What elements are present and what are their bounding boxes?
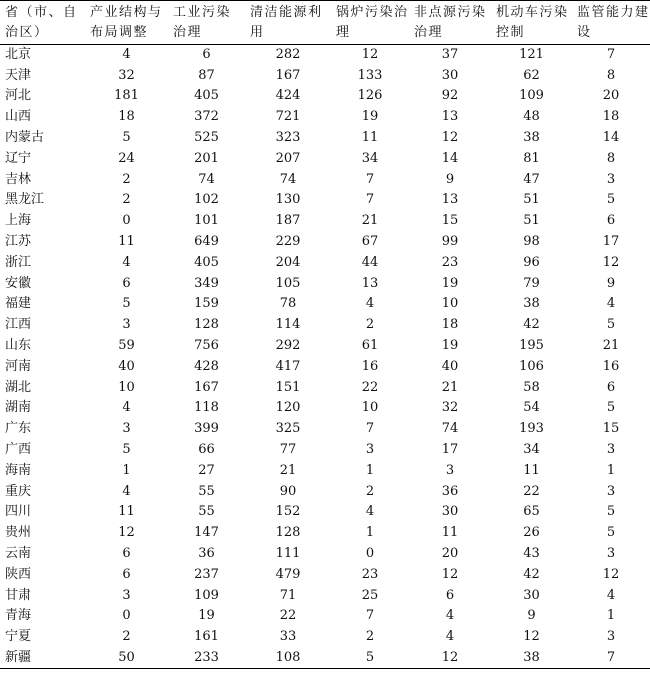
- value-cell: 16: [361, 358, 379, 374]
- value-cell: 14: [441, 150, 459, 166]
- value-cell: 5: [331, 648, 409, 669]
- value-cell: 74: [198, 171, 215, 187]
- value-cell: 121: [519, 47, 544, 63]
- table-row: [0, 232, 650, 253]
- value-cell: 12: [523, 629, 540, 645]
- province-cell: 河南: [5, 358, 32, 374]
- value-cell: 62: [523, 67, 540, 83]
- value-cell: 9: [445, 171, 455, 187]
- value-cell: 4: [606, 587, 616, 603]
- value-cell: 109: [194, 587, 219, 603]
- value-cell: 237: [194, 566, 219, 582]
- value-cell: 21: [441, 379, 459, 395]
- value-cell: 7: [365, 171, 375, 187]
- value-cell: 6: [202, 47, 211, 63]
- table-row: [0, 273, 650, 294]
- table-row: [0, 440, 650, 461]
- value-cell: 133: [357, 67, 383, 83]
- value-cell: 106: [519, 358, 544, 374]
- value-cell: 151: [275, 379, 301, 395]
- table-row: [0, 107, 650, 128]
- value-cell: 77: [279, 442, 297, 458]
- value-cell: 3: [445, 462, 455, 478]
- table-row: [0, 398, 650, 419]
- column-header: 工业污染治理: [168, 1, 245, 45]
- value-cell: 74: [279, 171, 297, 187]
- value-cell: 10: [441, 296, 459, 312]
- province-cell: 甘肃: [5, 587, 32, 603]
- province-cell: 新疆: [0, 648, 85, 669]
- value-cell: 5: [122, 296, 131, 312]
- province-cell: 宁夏: [5, 629, 32, 645]
- value-cell: 15: [602, 421, 620, 437]
- value-cell: 92: [441, 88, 459, 104]
- province-cell: 山西: [5, 109, 32, 125]
- value-cell: 8: [606, 150, 616, 166]
- table-row: [0, 252, 650, 273]
- value-cell: 11: [523, 462, 540, 478]
- value-cell: 13: [361, 275, 379, 291]
- value-cell: 6: [122, 566, 131, 582]
- province-cell: 广西: [5, 442, 32, 458]
- value-cell: 37: [441, 47, 459, 63]
- table-header-row: [0, 1, 650, 45]
- value-cell: 128: [194, 317, 219, 333]
- province-cell: 黑龙江: [5, 192, 45, 208]
- value-cell: 7: [365, 192, 375, 208]
- table-row: [0, 148, 650, 169]
- table-row: [0, 606, 650, 627]
- province-cell: 浙江: [5, 254, 32, 270]
- value-cell: 1: [606, 462, 616, 478]
- province-cell: 重庆: [5, 483, 32, 499]
- value-cell: 12: [118, 525, 135, 541]
- province-cell: 江西: [5, 317, 32, 333]
- value-cell: 36: [441, 483, 459, 499]
- table-row: [0, 65, 650, 86]
- value-cell: 6: [122, 275, 131, 291]
- value-cell: 20: [602, 88, 620, 104]
- province-cell: 海南: [5, 462, 32, 478]
- value-cell: 1: [365, 462, 375, 478]
- value-cell: 4: [365, 296, 375, 312]
- value-cell: 130: [275, 192, 301, 208]
- value-cell: 79: [523, 275, 540, 291]
- value-cell: 0: [365, 546, 375, 562]
- column-header: 清洁能源利用: [245, 1, 331, 45]
- value-cell: 152: [275, 504, 301, 520]
- value-cell: 721: [275, 109, 301, 125]
- value-cell: 11: [361, 130, 379, 146]
- value-cell: 11: [118, 504, 135, 520]
- value-cell: 325: [275, 421, 301, 437]
- value-cell: 78: [279, 296, 297, 312]
- value-cell: 12: [361, 47, 379, 63]
- value-cell: 5: [606, 192, 616, 208]
- value-cell: 181: [114, 88, 139, 104]
- value-cell: 204: [275, 254, 301, 270]
- value-cell: 0: [122, 213, 131, 229]
- table-body: [0, 45, 650, 669]
- value-cell: 81: [523, 150, 540, 166]
- value-cell: 4: [122, 400, 131, 416]
- value-cell: 27: [198, 462, 215, 478]
- value-cell: 3: [606, 629, 616, 645]
- value-cell: 12: [409, 648, 491, 669]
- value-cell: 3: [365, 442, 375, 458]
- value-cell: 405: [194, 88, 219, 104]
- value-cell: 66: [198, 442, 215, 458]
- value-cell: 21: [361, 213, 379, 229]
- table-row: [0, 294, 650, 315]
- value-cell: 12: [602, 566, 620, 582]
- value-cell: 201: [194, 150, 219, 166]
- value-cell: 34: [523, 442, 540, 458]
- column-header: 产业结构与布局调整: [85, 1, 168, 45]
- value-cell: 3: [122, 421, 131, 437]
- value-cell: 43: [523, 546, 540, 562]
- value-cell: 114: [275, 317, 301, 333]
- table-row: [0, 460, 650, 481]
- value-cell: 34: [361, 150, 379, 166]
- value-cell: 15: [441, 213, 459, 229]
- value-cell: 32: [441, 400, 459, 416]
- table-row: [0, 356, 650, 377]
- value-cell: 101: [194, 213, 219, 229]
- table-row: [0, 419, 650, 440]
- value-cell: 54: [523, 400, 540, 416]
- province-cell: 青海: [5, 608, 32, 624]
- value-cell: 7: [606, 47, 616, 63]
- value-cell: 30: [523, 587, 540, 603]
- value-cell: 4: [122, 254, 131, 270]
- value-cell: 5: [606, 317, 616, 333]
- value-cell: 23: [361, 566, 379, 582]
- value-cell: 479: [275, 566, 301, 582]
- value-cell: 22: [523, 483, 540, 499]
- value-cell: 193: [519, 421, 544, 437]
- table-row: [0, 86, 650, 107]
- value-cell: 40: [118, 358, 135, 374]
- province-cell: 内蒙古: [5, 130, 45, 146]
- value-cell: 233: [168, 648, 245, 669]
- table-row: [0, 585, 650, 606]
- province-cell: 天津: [5, 67, 32, 83]
- value-cell: 17: [602, 234, 620, 250]
- value-cell: 5: [606, 400, 616, 416]
- value-cell: 3: [606, 546, 616, 562]
- value-cell: 349: [194, 275, 219, 291]
- province-cell: 上海: [5, 213, 32, 229]
- column-header: 省（市、自治区）: [0, 1, 85, 45]
- value-cell: 18: [441, 317, 459, 333]
- value-cell: 428: [194, 358, 219, 374]
- value-cell: 105: [275, 275, 301, 291]
- value-cell: 44: [361, 254, 379, 270]
- value-cell: 22: [361, 379, 379, 395]
- province-cell: 吉林: [5, 171, 32, 187]
- value-cell: 1: [606, 608, 616, 624]
- value-cell: 10: [118, 379, 135, 395]
- value-cell: 405: [194, 254, 219, 270]
- table-row: [0, 648, 650, 669]
- value-cell: 167: [194, 379, 219, 395]
- value-cell: 51: [523, 192, 540, 208]
- value-cell: 417: [275, 358, 301, 374]
- value-cell: 11: [118, 234, 135, 250]
- value-cell: 13: [441, 192, 459, 208]
- table-row: [0, 45, 650, 66]
- column-header: 非点源污染治理: [409, 1, 491, 45]
- province-cell: 湖南: [5, 400, 32, 416]
- value-cell: 282: [275, 47, 301, 63]
- value-cell: 5: [606, 525, 616, 541]
- value-cell: 6: [445, 587, 455, 603]
- value-cell: 61: [361, 338, 379, 354]
- value-cell: 2: [365, 317, 375, 333]
- value-cell: 5: [606, 504, 616, 520]
- value-cell: 3: [606, 483, 616, 499]
- value-cell: 11: [441, 525, 459, 541]
- value-cell: 229: [275, 234, 301, 250]
- value-cell: 102: [194, 192, 219, 208]
- value-cell: 5: [122, 130, 131, 146]
- value-cell: 48: [523, 109, 540, 125]
- value-cell: 3: [606, 442, 616, 458]
- value-cell: 649: [194, 234, 219, 250]
- value-cell: 18: [118, 109, 135, 125]
- value-cell: 3: [606, 171, 616, 187]
- value-cell: 4: [122, 47, 131, 63]
- table-row: [0, 190, 650, 211]
- value-cell: 3: [122, 317, 131, 333]
- value-cell: 128: [275, 525, 301, 541]
- value-cell: 4: [122, 483, 131, 499]
- table-row: [0, 627, 650, 648]
- value-cell: 22: [279, 608, 297, 624]
- table-row: [0, 523, 650, 544]
- value-cell: 42: [523, 566, 540, 582]
- province-cell: 河北: [5, 88, 32, 104]
- value-cell: 87: [198, 67, 215, 83]
- value-cell: 55: [198, 504, 215, 520]
- value-cell: 51: [523, 213, 540, 229]
- province-cell: 广东: [5, 421, 32, 437]
- value-cell: 21: [602, 338, 620, 354]
- value-cell: 2: [122, 629, 131, 645]
- value-cell: 2: [365, 483, 375, 499]
- value-cell: 21: [279, 462, 297, 478]
- value-cell: 9: [527, 608, 536, 624]
- value-cell: 126: [357, 88, 383, 104]
- value-cell: 12: [602, 254, 620, 270]
- value-cell: 90: [279, 483, 297, 499]
- value-cell: 26: [523, 525, 540, 541]
- province-cell: 湖北: [5, 379, 32, 395]
- value-cell: 36: [198, 546, 215, 562]
- table-row: [0, 564, 650, 585]
- value-cell: 13: [441, 109, 459, 125]
- province-cell: 辽宁: [5, 150, 32, 166]
- value-cell: 30: [441, 67, 459, 83]
- value-cell: 2: [122, 171, 131, 187]
- value-cell: 6: [606, 213, 616, 229]
- value-cell: 20: [441, 546, 459, 562]
- value-cell: 7: [572, 648, 650, 669]
- value-cell: 167: [275, 67, 301, 83]
- value-cell: 59: [118, 338, 135, 354]
- value-cell: 756: [194, 338, 219, 354]
- column-header: 锅炉污染治理: [331, 1, 409, 45]
- province-cell: 陕西: [5, 566, 32, 582]
- value-cell: 120: [275, 400, 301, 416]
- table-row: [0, 128, 650, 149]
- value-cell: 5: [122, 442, 131, 458]
- value-cell: 38: [491, 648, 572, 669]
- value-cell: 67: [361, 234, 379, 250]
- value-cell: 23: [441, 254, 459, 270]
- province-cell: 北京: [5, 47, 32, 63]
- value-cell: 42: [523, 317, 540, 333]
- value-cell: 195: [519, 338, 544, 354]
- table-row: [0, 169, 650, 190]
- province-cell: 贵州: [5, 525, 32, 541]
- table-row: [0, 336, 650, 357]
- value-cell: 25: [361, 587, 379, 603]
- table-row: [0, 377, 650, 398]
- value-cell: 0: [122, 608, 131, 624]
- table-row: [0, 544, 650, 565]
- province-cell: 山东: [5, 338, 32, 354]
- value-cell: 32: [118, 67, 135, 83]
- value-cell: 47: [523, 171, 540, 187]
- value-cell: 10: [361, 400, 379, 416]
- value-cell: 207: [275, 150, 301, 166]
- value-cell: 40: [441, 358, 459, 374]
- value-cell: 111: [275, 546, 301, 562]
- value-cell: 65: [523, 504, 540, 520]
- value-cell: 372: [194, 109, 219, 125]
- value-cell: 1: [122, 462, 131, 478]
- value-cell: 147: [194, 525, 219, 541]
- value-cell: 109: [519, 88, 544, 104]
- value-cell: 30: [441, 504, 459, 520]
- value-cell: 19: [198, 608, 215, 624]
- value-cell: 38: [523, 130, 540, 146]
- value-cell: 3: [122, 587, 131, 603]
- value-cell: 12: [441, 130, 459, 146]
- province-cell: 云南: [5, 546, 32, 562]
- table-row: [0, 502, 650, 523]
- table-row: [0, 481, 650, 502]
- value-cell: 525: [194, 130, 219, 146]
- value-cell: 96: [523, 254, 540, 270]
- province-cell: 福建: [5, 296, 32, 312]
- value-cell: 98: [523, 234, 540, 250]
- value-cell: 118: [194, 400, 219, 416]
- value-cell: 1: [365, 525, 375, 541]
- province-cell: 江苏: [5, 234, 32, 250]
- value-cell: 33: [279, 629, 297, 645]
- value-cell: 7: [365, 608, 375, 624]
- value-cell: 24: [118, 150, 135, 166]
- province-cell: 四川: [5, 504, 32, 520]
- value-cell: 399: [194, 421, 219, 437]
- value-cell: 4: [445, 629, 455, 645]
- value-cell: 38: [523, 296, 540, 312]
- value-cell: 108: [245, 648, 331, 669]
- value-cell: 424: [275, 88, 301, 104]
- value-cell: 19: [361, 109, 379, 125]
- value-cell: 8: [606, 67, 616, 83]
- value-cell: 6: [122, 546, 131, 562]
- value-cell: 55: [198, 483, 215, 499]
- value-cell: 19: [441, 275, 459, 291]
- column-header: 监管能力建设: [572, 1, 650, 45]
- value-cell: 50: [85, 648, 168, 669]
- province-cell: 安徽: [5, 275, 32, 291]
- value-cell: 19: [441, 338, 459, 354]
- value-cell: 6: [606, 379, 616, 395]
- value-cell: 2: [365, 629, 375, 645]
- value-cell: 4: [445, 608, 455, 624]
- value-cell: 9: [606, 275, 616, 291]
- value-cell: 161: [194, 629, 219, 645]
- value-cell: 292: [275, 338, 301, 354]
- value-cell: 323: [275, 130, 301, 146]
- value-cell: 4: [606, 296, 616, 312]
- value-cell: 4: [365, 504, 375, 520]
- value-cell: 74: [441, 421, 459, 437]
- value-cell: 16: [602, 358, 620, 374]
- value-cell: 71: [279, 587, 297, 603]
- value-cell: 17: [441, 442, 459, 458]
- value-cell: 2: [122, 192, 131, 208]
- value-cell: 187: [275, 213, 301, 229]
- value-cell: 14: [602, 130, 620, 146]
- value-cell: 7: [365, 421, 375, 437]
- value-cell: 12: [441, 566, 459, 582]
- column-header: 机动车污染控制: [491, 1, 572, 45]
- value-cell: 58: [523, 379, 540, 395]
- table-row: [0, 315, 650, 336]
- value-cell: 18: [602, 109, 620, 125]
- table-row: [0, 211, 650, 232]
- value-cell: 159: [194, 296, 219, 312]
- value-cell: 99: [441, 234, 459, 250]
